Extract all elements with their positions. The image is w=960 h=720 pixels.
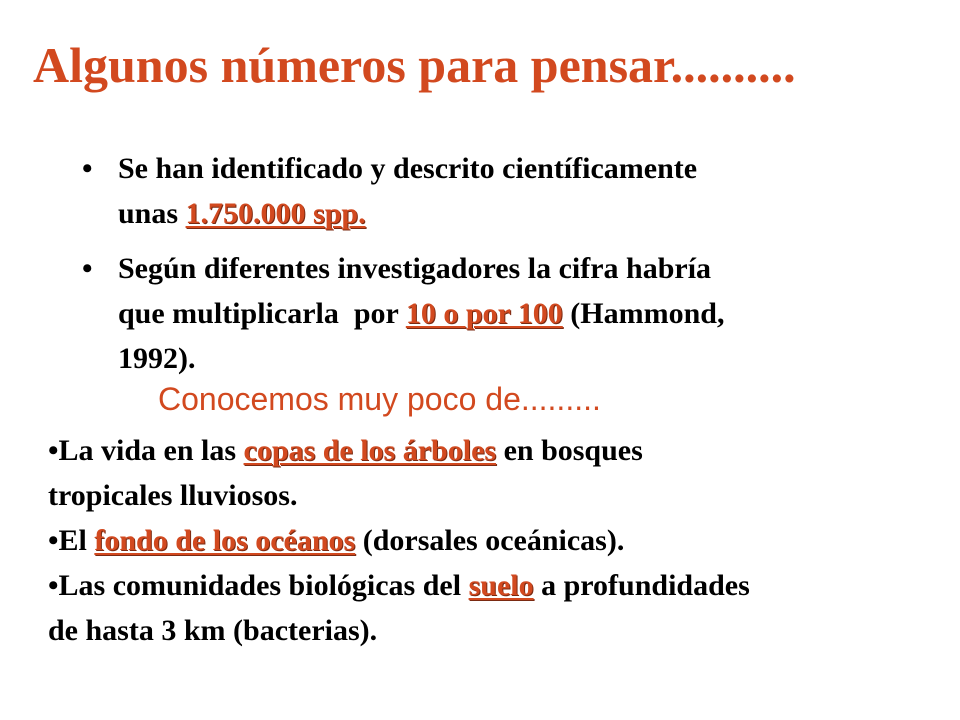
list-item-line (48, 563, 948, 608)
page-title: Algunos números para pensar.......... (33, 37, 796, 93)
highlight-soil: suelo (468, 569, 534, 602)
list-item (48, 563, 948, 653)
list-item (48, 518, 948, 563)
list-item-text: •La vida en las (48, 434, 244, 467)
highlight-ocean-floor: fondo de los océanos (94, 524, 356, 557)
highlight-multiplier: 10 o por 100 (405, 297, 563, 330)
bullet-species-count (82, 146, 882, 236)
bullet-text: unas (118, 197, 186, 230)
list-item-text: •El (48, 524, 95, 557)
bullet-line (118, 291, 882, 336)
list-item (48, 428, 948, 518)
bullet-multiplier (82, 246, 882, 381)
highlight-species-number: 1.750.000 spp. (185, 197, 366, 230)
bullet-line: Según diferentes investigadores la cifra habría (118, 252, 712, 285)
unknown-areas-list (48, 428, 948, 653)
section-subheading: Conocemos muy poco de......... (158, 381, 601, 417)
bullet-marker: • (82, 252, 93, 285)
bullet-line: Se han identificado y descrito científicamente (118, 152, 698, 185)
bullet-line (118, 191, 882, 236)
list-item-text: a profundidades (533, 569, 750, 602)
bullet-text: que multiplicarla por (118, 297, 406, 330)
bullet-marker: • (82, 152, 93, 185)
list-item-text: (dorsales oceánicas). (355, 524, 625, 557)
list-item-line: de hasta 3 km (bacterias). (48, 614, 378, 647)
list-item-text: •Las comunidades biológicas del (48, 569, 469, 602)
list-item-line (48, 428, 948, 473)
highlight-tree-canopy: copas de los árboles (243, 434, 497, 467)
list-item-line: tropicales lluviosos. (48, 479, 298, 512)
bullet-text: (Hammond, (562, 297, 725, 330)
bullet-line: 1992). (118, 342, 196, 375)
list-item-line (48, 518, 948, 563)
list-item-text: en bosques (496, 434, 643, 467)
